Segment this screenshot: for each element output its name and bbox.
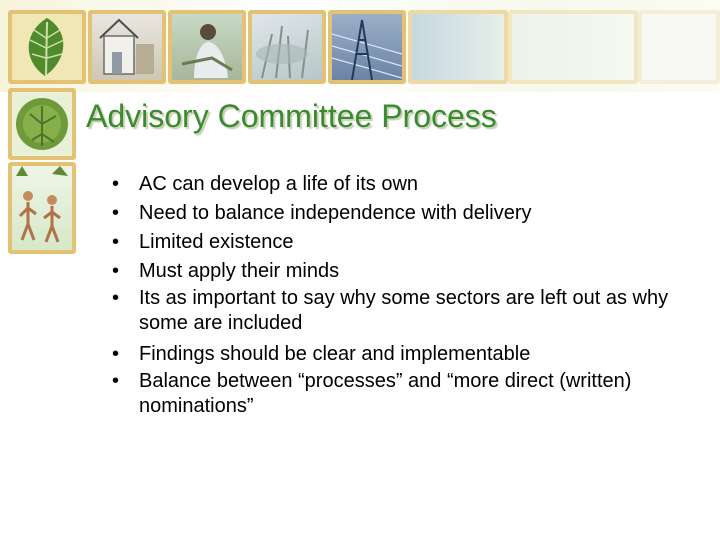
bullet-text: Its as important to say why some sectors are left out as why some are included <box>139 287 669 334</box>
bullet-item <box>112 369 672 419</box>
bullet-item <box>112 228 672 257</box>
bullet-marker: • <box>112 287 120 309</box>
plants-image <box>248 10 326 84</box>
house-image <box>88 10 166 84</box>
bullet-item <box>112 340 672 369</box>
bullet-marker: • <box>112 173 120 195</box>
leaf-image <box>8 10 86 84</box>
powerlines-image <box>328 10 406 84</box>
bullet-text: Must apply their minds <box>139 260 340 282</box>
bullet-text: Findings should be clear and implementable <box>139 343 531 365</box>
bullet-item <box>112 257 672 286</box>
bullet-item <box>112 170 672 199</box>
bullet-marker: • <box>112 202 120 224</box>
bullet-item <box>112 199 672 228</box>
worker-image <box>168 10 246 84</box>
bullet-marker: • <box>112 260 120 282</box>
tree-image <box>8 88 76 160</box>
bullet-text: Balance between “processes” and “more direct (written) nominations” <box>139 370 632 417</box>
header-banner <box>0 0 720 92</box>
bullet-list <box>112 170 672 423</box>
cloud-image <box>508 10 638 84</box>
bullet-marker: • <box>112 370 120 392</box>
bullet-marker: • <box>112 231 120 253</box>
bullet-text: AC can develop a life of its own <box>139 173 419 195</box>
hikers-image <box>8 162 76 254</box>
bullet-marker: • <box>112 343 120 365</box>
bullet-item <box>112 286 672 336</box>
blank-image <box>638 10 720 84</box>
bullet-text: Need to balance independence with delivery <box>139 202 532 224</box>
bullet-text: Limited existence <box>139 231 294 253</box>
slide-title: Advisory Committee Process <box>86 98 497 134</box>
sky-image <box>408 10 508 84</box>
